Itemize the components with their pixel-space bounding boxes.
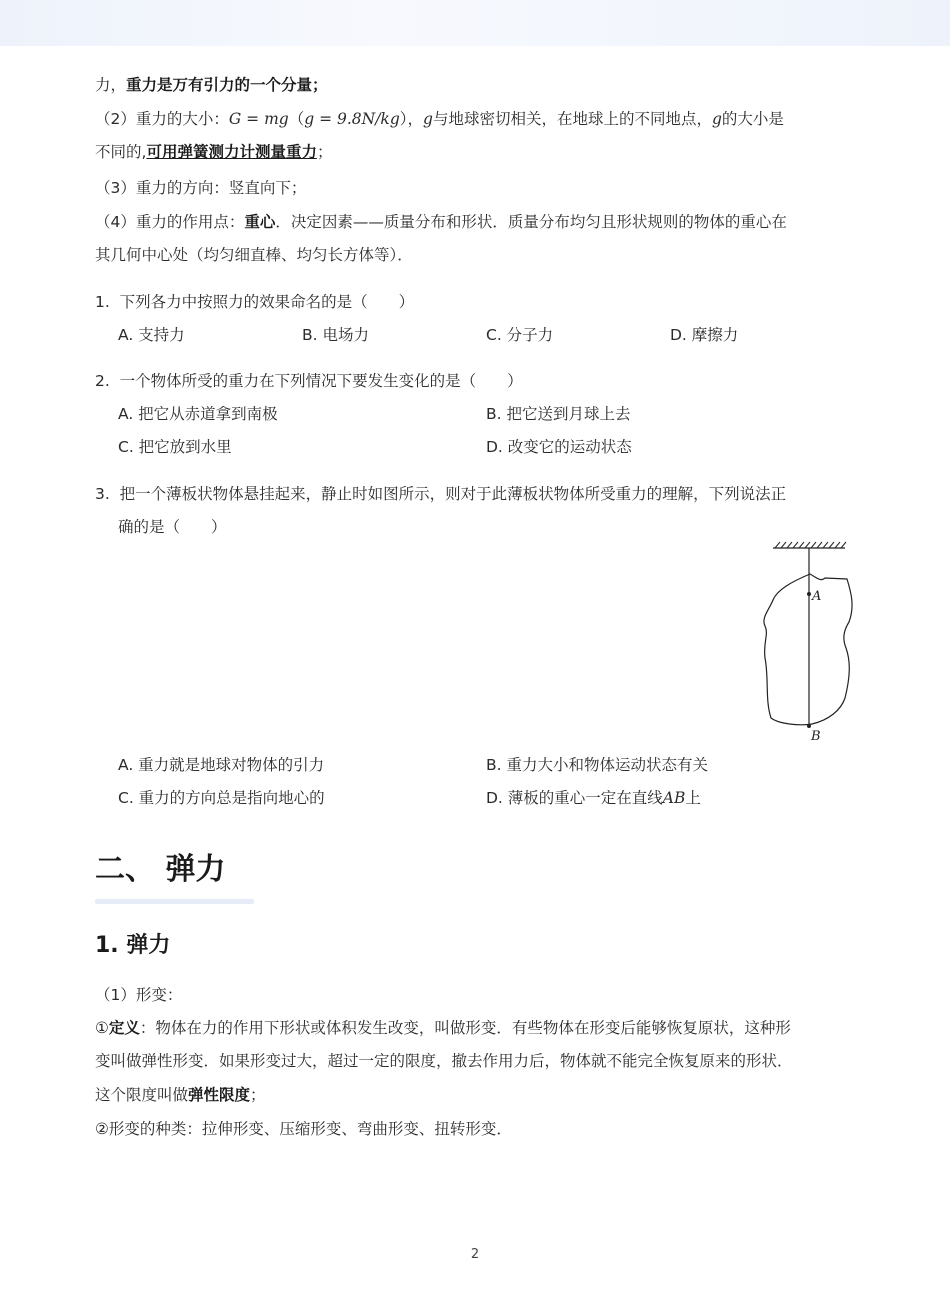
option-a[interactable]: A. 重力就是地球对物体的引力 xyxy=(118,756,325,774)
text: 力， xyxy=(95,76,127,94)
option-c[interactable]: C. 把它放到水里 xyxy=(118,438,232,456)
section-heading: 二、 弹力 xyxy=(95,852,226,887)
ceiling-hatch xyxy=(775,542,846,548)
text: ：物体在力的作用下形状或体积发生改变，叫做形变．有些物体在形变后能够恢复原状，这种形 xyxy=(139,1019,791,1037)
math-symbol: AB xyxy=(662,789,686,807)
question-1 xyxy=(95,291,414,313)
point-b xyxy=(807,724,811,728)
bold-text: 重力是万有引力的一个分量； xyxy=(126,76,328,94)
bold-text: 重心 xyxy=(244,213,276,231)
math-symbol: g xyxy=(711,110,722,128)
header-band xyxy=(0,0,950,46)
bold-text: 定义 xyxy=(108,1019,140,1037)
question-stem: 把一个薄板状物体悬挂起来，静止时如图所示，则对于此薄板状物体所受重力的理解，下列说法正 xyxy=(119,485,787,503)
intro-line-4: （3）重力的方向：竖直向下； xyxy=(95,179,307,197)
section-p5: ②形变的种类：拉伸形变、压缩形变、弯曲形变、扭转形变． xyxy=(95,1120,512,1138)
section-p3: 变叫做弹性形变．如果形变过大，超过一定的限度，撤去作用力后，物体就不能完全恢复原来的形状． xyxy=(95,1052,793,1070)
option-c[interactable]: C. 重力的方向总是指向地心的 xyxy=(118,789,325,807)
intro-line-3 xyxy=(95,141,332,163)
bold-text: 弹性限度 xyxy=(188,1086,251,1104)
plate-outline xyxy=(764,574,852,725)
option-d[interactable]: D. 改变它的运动状态 xyxy=(486,438,632,456)
option-a[interactable]: A. 支持力 xyxy=(118,326,185,344)
question-number: 2. xyxy=(95,372,110,390)
math-formula: G = mg xyxy=(228,110,289,128)
option-b[interactable]: B. 重力大小和物体运动状态有关 xyxy=(486,756,708,774)
question-number: 3. xyxy=(95,485,110,503)
option-text: D. 薄板的重心一定在直线 xyxy=(486,789,663,807)
hanging-plate-diagram xyxy=(755,538,855,748)
option-text: 上 xyxy=(685,789,701,807)
label-a: A xyxy=(812,589,822,604)
option-d[interactable] xyxy=(486,787,701,809)
page-number: 2 xyxy=(470,1247,480,1262)
question-3 xyxy=(95,483,786,505)
option-b[interactable]: B. 电场力 xyxy=(302,326,369,344)
bold-underlined-text: 可用弹簧测力计测量重力 xyxy=(146,143,317,161)
text: ．决定因素——质量分布和形状．质量分布均匀且形状规则的物体的重心在 xyxy=(275,213,787,231)
section-p4 xyxy=(95,1084,266,1106)
text: （2）重力的大小： xyxy=(95,110,229,128)
text: ； xyxy=(250,1086,266,1104)
section-p1: （1）形变： xyxy=(95,986,183,1004)
text: ； xyxy=(316,143,333,161)
option-d[interactable]: D. 摩擦力 xyxy=(670,326,739,344)
question-3-stem-cont: 确的是（ ） xyxy=(118,518,227,536)
label-b: B xyxy=(811,729,821,744)
hanging-plate-figure xyxy=(755,538,855,748)
section-p2 xyxy=(95,1017,791,1039)
intro-line-1 xyxy=(95,74,328,96)
question-2 xyxy=(95,370,523,392)
option-c[interactable]: C. 分子力 xyxy=(486,326,554,344)
text: 的大小是 xyxy=(721,110,784,128)
question-number: 1. xyxy=(95,293,110,311)
heading-underline xyxy=(95,899,254,904)
text: ）， xyxy=(399,110,424,128)
question-stem: 下列各力中按照力的效果命名的是（ ） xyxy=(119,293,415,311)
math-symbol: g xyxy=(423,110,433,128)
text: （ xyxy=(288,110,305,128)
option-b[interactable]: B. 把它送到月球上去 xyxy=(486,405,631,423)
text: 与地球密切相关，在地球上的不同地点， xyxy=(432,110,712,128)
text: ① xyxy=(95,1019,109,1037)
intro-line-5 xyxy=(95,211,787,233)
option-a[interactable]: A. 把它从赤道拿到南极 xyxy=(118,405,278,423)
question-stem: 一个物体所受的重力在下列情况下要发生变化的是（ ） xyxy=(119,372,523,390)
intro-line-6: 其几何中心处（均匀细直棒、均匀长方体等）． xyxy=(95,246,413,264)
text: 不同的, xyxy=(95,143,147,161)
math-formula: g = 9.8N/kg xyxy=(304,110,400,128)
text: 这个限度叫做 xyxy=(95,1086,189,1104)
intro-line-2 xyxy=(95,108,784,130)
subsection-heading: 1. 弹力 xyxy=(95,933,171,958)
point-a xyxy=(807,592,811,596)
text: （4）重力的作用点： xyxy=(95,213,245,231)
